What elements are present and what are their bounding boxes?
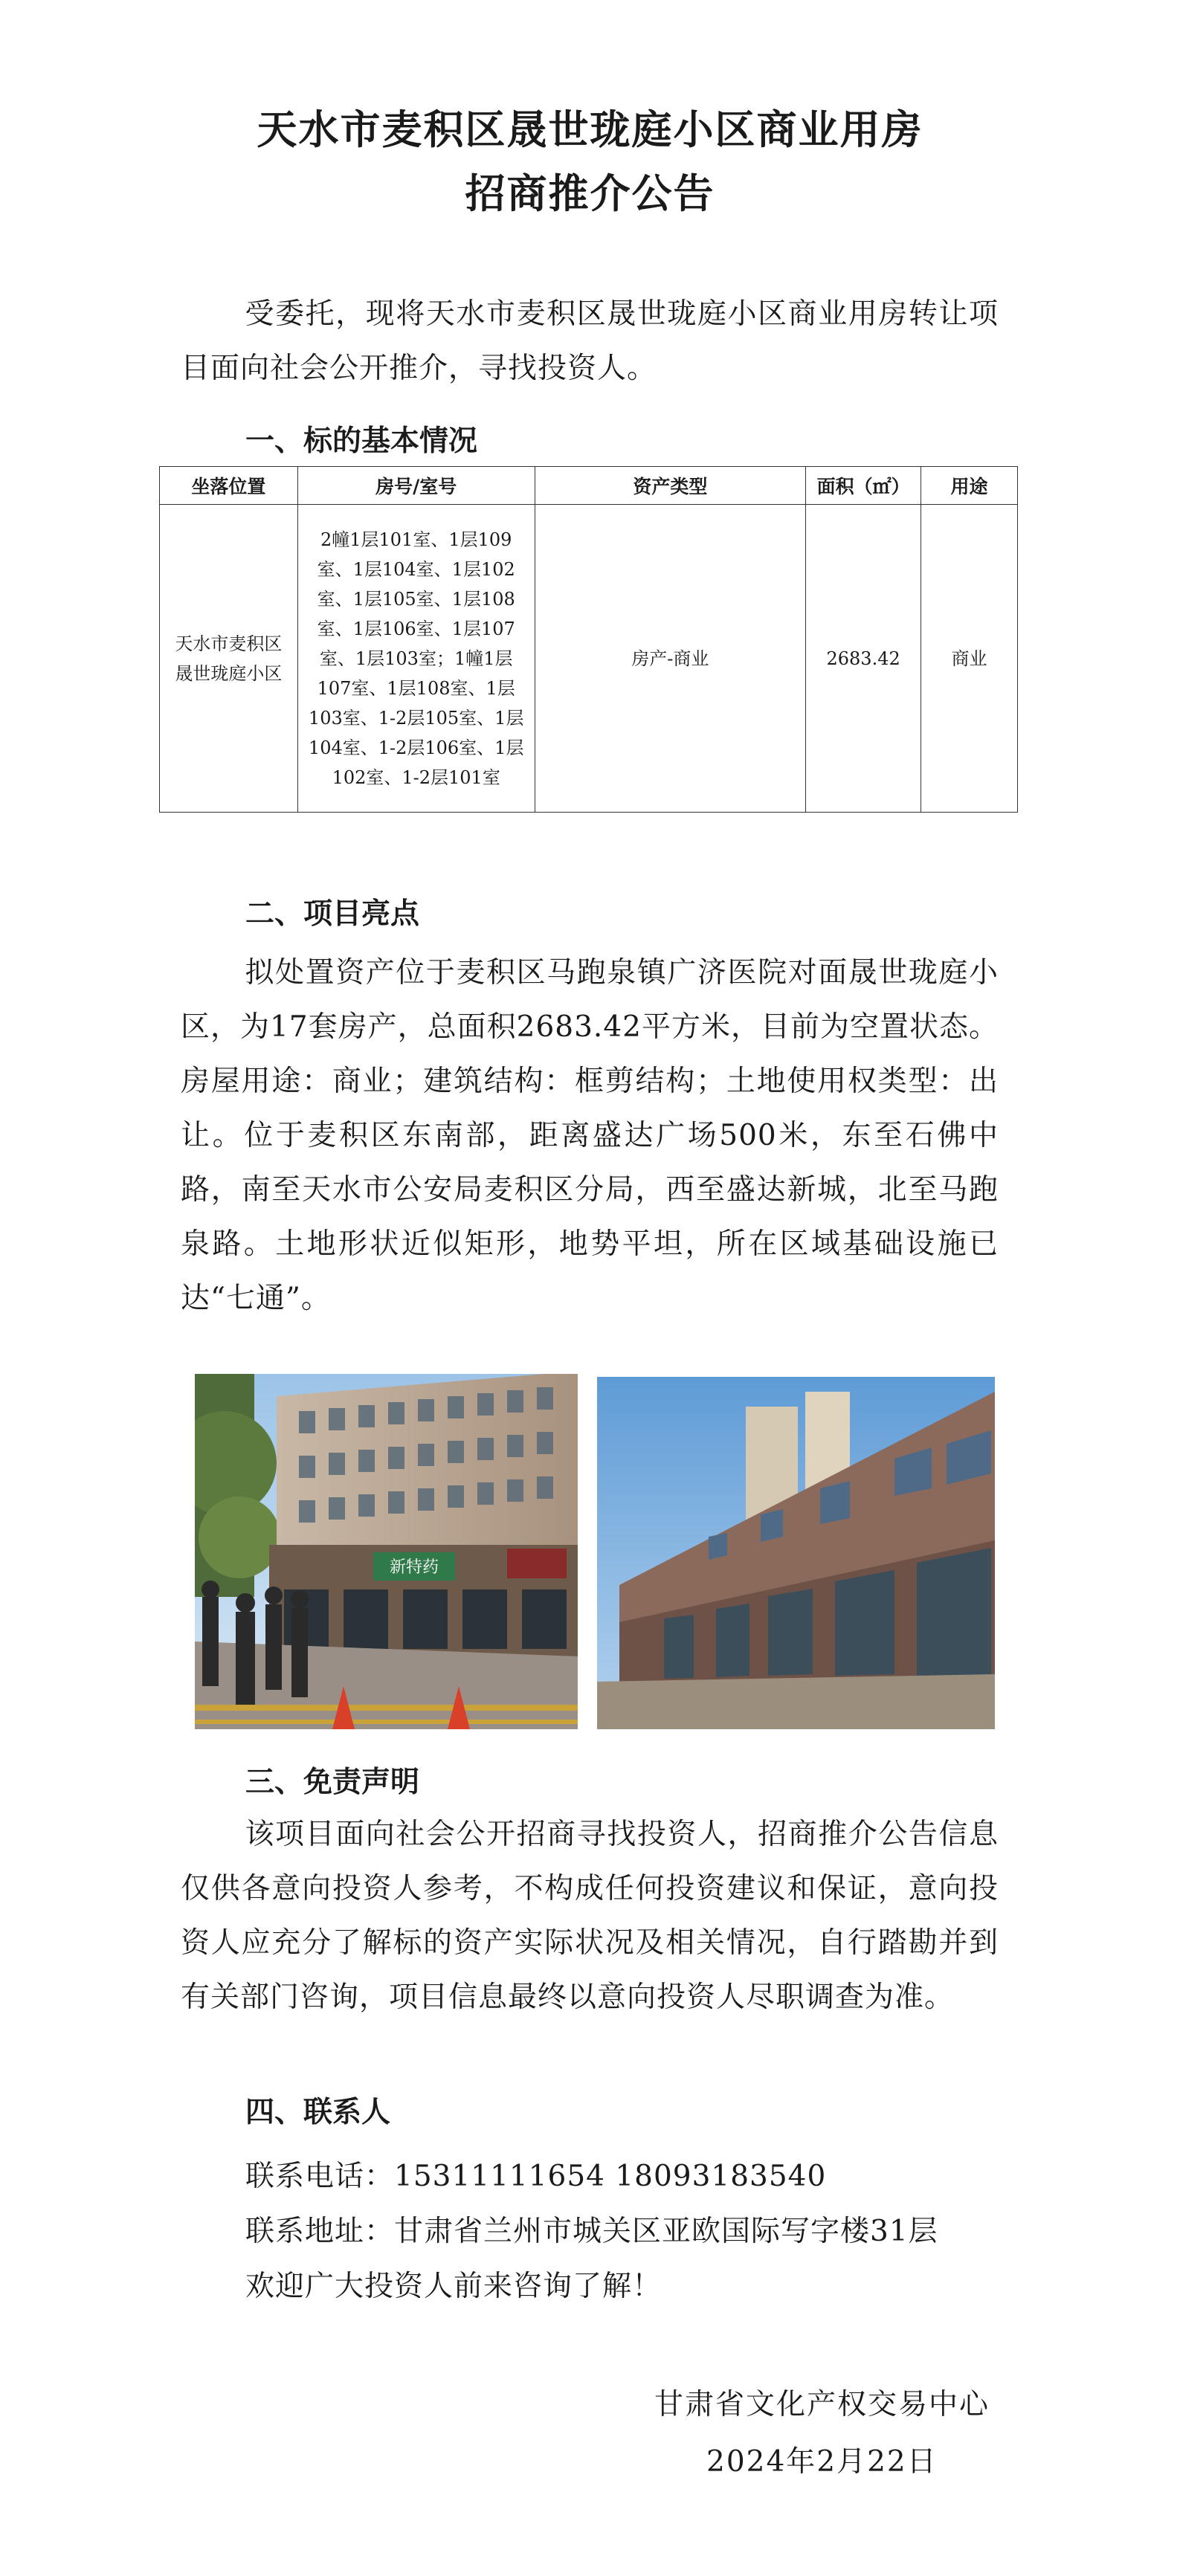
signature-date: 2024年2月22日 xyxy=(706,2445,938,2479)
page-subtitle: 招商推介公告 xyxy=(465,170,715,217)
section-heading-contact: 四、联系人 xyxy=(245,2096,391,2129)
cell-location: 天水市麦积区晟世珑庭小区 xyxy=(160,505,298,813)
table-header-row xyxy=(160,467,1018,505)
section-heading-highlights: 二、项目亮点 xyxy=(245,897,420,931)
cell-rooms: 2幢1层101室、1层109室、1层104室、1层102室、1层105室、1层108室、1层106室、1层107室、1层103室；1幢1层107室、1层108室、1层103室、1-2层105室、1层104室、1-2层106室、1层102室、1-2层101室 xyxy=(297,505,535,813)
asset-table xyxy=(159,466,1018,813)
section-heading-disclaimer: 三、免责声明 xyxy=(245,1766,420,1799)
table-header: 坐落位置 xyxy=(160,467,298,505)
page-title: 天水市麦积区晟世珑庭小区商业用房 xyxy=(257,106,923,153)
shop-sign-text: 新特药 xyxy=(389,1558,439,1577)
contact-phone: 联系电话：15311111654 18093183540 xyxy=(245,2160,827,2193)
photo-street-view xyxy=(195,1374,578,1729)
welcome-text: 欢迎广大投资人前来咨询了解！ xyxy=(245,2270,662,2303)
cell-area: 2683.42 xyxy=(806,505,921,813)
table-header: 资产类型 xyxy=(535,467,806,505)
photo-commercial-row xyxy=(597,1377,995,1729)
highlights-paragraph: 拟处置资产位于麦积区马跑泉镇广济医院对面晟世珑庭小区，为17套房产，总面积2683.42平方米，目前为空置状态。房屋用途：商业；建筑结构：框剪结构；土地使用权类型：出让。位于麦积区东南部，距离盛达广场500米，东至石佛中路，南至天水市公安局麦积区分局，西至盛达新城，北至马跑泉路。土地形状近似矩形，地势平坦，所在区域基础设施已达“七通”。 xyxy=(181,956,999,1315)
signature-org: 甘肃省文化产权交易中心 xyxy=(654,2388,990,2421)
table-header: 房号/室号 xyxy=(297,467,535,505)
contact-address: 联系地址：甘肃省兰州市城关区亚欧国际写字楼31层 xyxy=(245,2215,938,2248)
disclaimer-paragraph: 该项目面向社会公开招商寻找投资人，招商推介公告信息仅供各意向投资人参考，不构成任何投资建议和保证，意向投资人应充分了解标的资产实际状况及相关情况，自行踏勘并到有关部门咨询，项目信息最终以意向投资人尽职调查为准。 xyxy=(181,1818,999,2014)
table-header: 面积（㎡） xyxy=(806,467,921,505)
cell-asset-type: 房产-商业 xyxy=(535,505,806,813)
intro-paragraph: 受委托，现将天水市麦积区晟世珑庭小区商业用房转让项目面向社会公开推介，寻找投资人。 xyxy=(181,297,999,385)
table-header: 用途 xyxy=(921,467,1018,505)
table-row xyxy=(160,505,1018,813)
section-heading-basic: 一、标的基本情况 xyxy=(245,425,478,458)
cell-usage: 商业 xyxy=(921,505,1018,813)
